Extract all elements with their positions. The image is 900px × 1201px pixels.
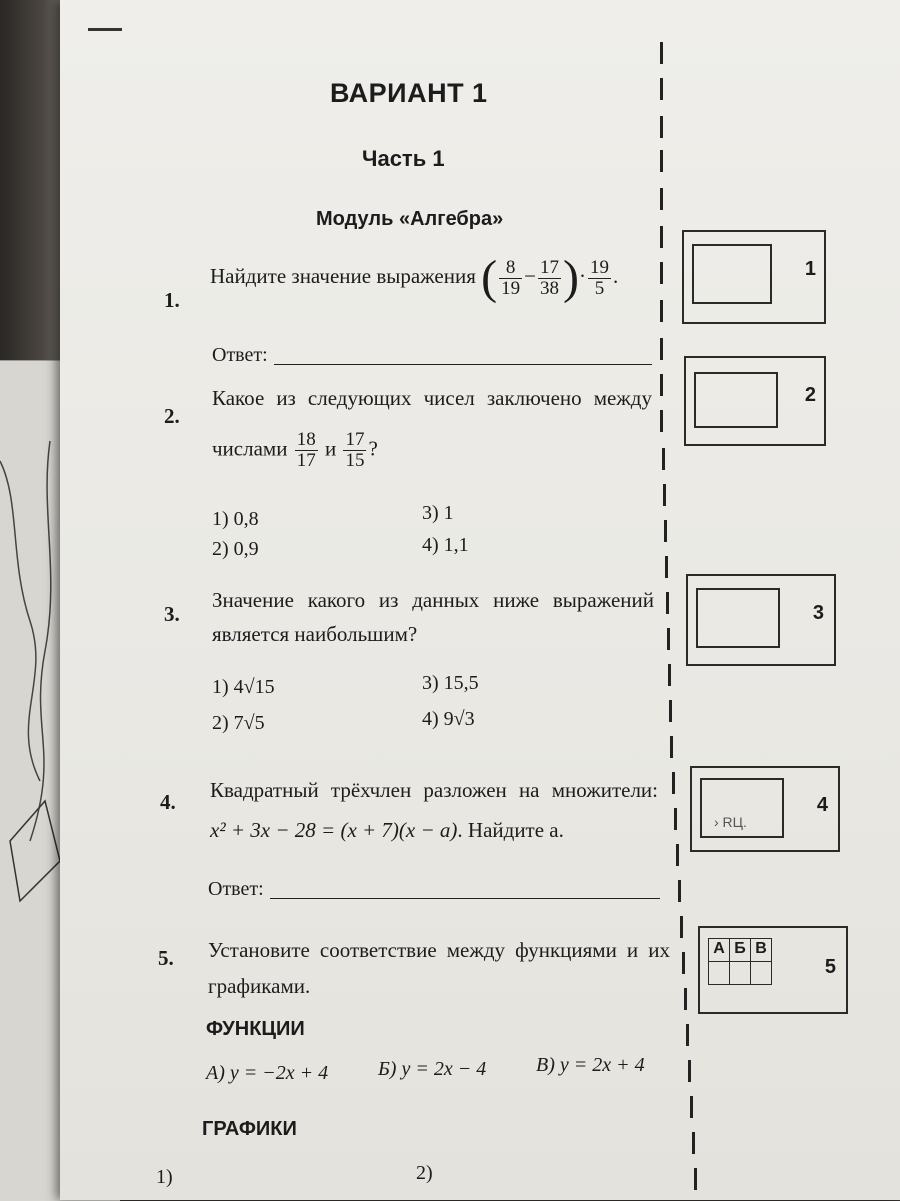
variant-title: ВАРИАНТ 1 [330, 78, 488, 108]
q1-f1-den: 19 [501, 277, 521, 299]
grid-header-v: В [750, 938, 772, 962]
q1-f1-num: 8 [499, 258, 522, 279]
q1-paren-close: ) [562, 251, 579, 304]
dash [665, 556, 668, 578]
dash [680, 916, 683, 938]
q2-f2-num: 17 [345, 429, 365, 450]
q4-number: 4. [160, 790, 176, 814]
dash [660, 42, 663, 64]
q2-f1-den: 17 [296, 449, 316, 471]
q1-f3-num: 19 [589, 256, 609, 278]
answer-underline[interactable] [274, 364, 652, 365]
q1-f3-den: 5 [594, 277, 605, 299]
q1-text [210, 251, 619, 304]
q2-and: и [324, 436, 337, 461]
dash [668, 664, 671, 686]
q3-option-1 [212, 676, 275, 699]
q1-f2-num: 17 [539, 256, 559, 278]
dash [663, 484, 666, 506]
dash [660, 116, 663, 138]
dash [662, 448, 665, 470]
dash [686, 1024, 689, 1046]
q2-option-3: 3) 1 [422, 502, 454, 524]
answer-field-2[interactable] [694, 372, 778, 428]
sqrt-sign: √ [453, 708, 465, 730]
dash [666, 592, 669, 614]
q2-frac2 [343, 430, 366, 471]
q2-line2 [212, 430, 378, 471]
answer-box-number: 4 [816, 794, 828, 816]
dash [664, 520, 667, 542]
answer-label: Ответ: [208, 878, 264, 900]
q5-graph-label-2: 2) [416, 1162, 433, 1184]
q3-opt1-pre: 1) 4 [212, 676, 244, 698]
q1-frac2 [538, 258, 561, 299]
q5-func-c: В) y = 2x + 4 [536, 1054, 645, 1076]
q2-option-4: 4) 1,1 [422, 534, 469, 556]
answer-box-number: 2 [804, 384, 816, 406]
q5-graph-label-1: 1) [156, 1166, 173, 1188]
q1-frac1 [499, 258, 522, 299]
q3-line1: Значение какого из данных ниже выражений [212, 588, 654, 612]
q2-prompt: числами [212, 436, 288, 461]
dash [660, 300, 663, 322]
dash [660, 262, 663, 284]
q1-f2-den: 38 [539, 277, 559, 299]
q1-answer[interactable] [212, 344, 268, 367]
answer-underline[interactable] [270, 898, 660, 899]
corner-mark [88, 28, 122, 31]
dash [692, 1132, 695, 1154]
grid-answer-a[interactable] [708, 961, 730, 985]
q1-minus: − [524, 263, 536, 288]
q2-end: ? [368, 436, 378, 461]
q2-number: 2. [164, 404, 180, 428]
grid-header-b: Б [729, 938, 751, 962]
answer-box-5[interactable] [698, 926, 848, 1014]
q5-functions-title: ФУНКЦИИ [206, 1018, 305, 1040]
q2-line1: Какое из следующих чисел заключено между [212, 386, 652, 410]
q4-answer[interactable] [208, 878, 264, 901]
dash [660, 188, 663, 210]
dash [688, 1060, 691, 1082]
answer-box-3[interactable] [686, 574, 836, 666]
sqrt-sign: √ [243, 712, 255, 734]
answer-box-number: 3 [812, 602, 824, 624]
sqrt-sign: √ [243, 676, 255, 698]
q3-opt2-pre: 2) 7 [212, 712, 244, 734]
grid-header-a: А [708, 938, 730, 962]
q5-func-a: А) y = −2x + 4 [206, 1062, 329, 1084]
answer-box-2[interactable] [684, 356, 826, 446]
dash [694, 1168, 697, 1190]
q3-line2: является наибольшим? [212, 622, 418, 646]
answer-field-1[interactable] [692, 244, 772, 304]
part-title: Часть 1 [362, 146, 445, 171]
q1-frac3 [588, 258, 611, 299]
dash [690, 1096, 693, 1118]
q5-graphs-title: ГРАФИКИ [202, 1118, 297, 1140]
q5-line2: графиками. [208, 974, 311, 998]
answer-box-number: 5 [824, 956, 836, 978]
dash [674, 808, 677, 830]
q2-frac1 [295, 430, 318, 471]
dash [660, 150, 663, 172]
dash [660, 338, 663, 360]
q1-dot: · [578, 263, 586, 288]
q1-paren-open: ( [481, 251, 498, 304]
q4-expression: x² + 3x − 28 = (x + 7)(x − a) [210, 818, 458, 842]
exam-page [60, 0, 900, 1200]
q3-opt2-rad: 5 [254, 712, 265, 734]
answer-field-4[interactable] [700, 778, 784, 838]
dash [660, 226, 663, 248]
dash [660, 374, 663, 396]
q3-opt4-rad: 3 [464, 708, 475, 730]
q3-option-2 [212, 712, 265, 735]
answer-field-3[interactable] [696, 588, 780, 648]
dash [684, 988, 687, 1010]
q2-option-2: 2) 0,9 [212, 538, 259, 560]
answer-box-4[interactable] [690, 766, 840, 852]
dash [670, 736, 673, 758]
q2-option-1: 1) 0,8 [212, 508, 259, 530]
q4-line1: Квадратный трёхчлен разложен на множители: [210, 778, 658, 802]
dash [678, 880, 681, 902]
q1-end: . [612, 263, 619, 288]
ghost-text: › RЦ. [714, 814, 747, 830]
answer-box-1[interactable] [682, 230, 826, 324]
q4-tail: . Найдите a. [457, 818, 564, 842]
q5-line1: Установите соответствие между функциями и их [208, 938, 670, 962]
dash [676, 844, 679, 866]
q2-f1-num: 18 [296, 429, 316, 450]
dash [660, 78, 663, 100]
q3-opt1-rad: 15 [254, 676, 275, 698]
q4-line2 [210, 818, 564, 842]
q5-number: 5. [158, 946, 174, 970]
q3-option-4 [422, 708, 475, 731]
q3-option-3: 3) 15,5 [422, 672, 479, 694]
answer-box-number: 1 [804, 258, 816, 280]
answer-label: Ответ: [212, 344, 268, 366]
q2-f2-den: 15 [345, 449, 365, 471]
q1-prompt: Найдите значение выражения [210, 263, 476, 288]
q1-number: 1. [164, 288, 180, 312]
grid-answer-v[interactable] [750, 961, 772, 985]
dash [667, 628, 670, 650]
q5-func-b: Б) y = 2x − 4 [378, 1058, 487, 1080]
dash [672, 772, 675, 794]
module-title: Модуль «Алгебра» [316, 208, 504, 230]
grid-answer-b[interactable] [729, 961, 751, 985]
q3-number: 3. [164, 602, 180, 626]
dash [660, 410, 663, 432]
dash [682, 952, 685, 974]
dash [669, 700, 672, 722]
q3-opt4-pre: 4) 9 [422, 708, 454, 730]
